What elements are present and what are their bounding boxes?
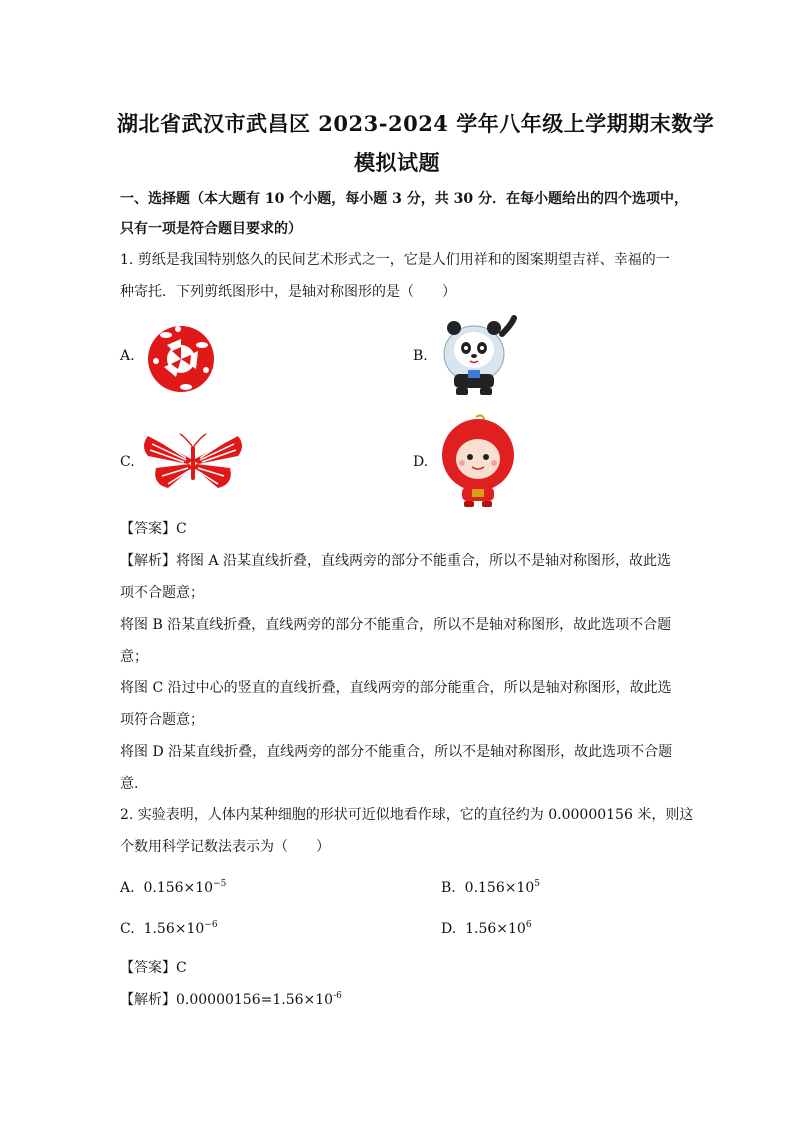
- q1-analysis-line1: 【解析】将图 A 沿某直线折叠，直线两旁的部分不能重合，所以不是轴对称图形，故此选: [120, 553, 672, 569]
- q2-option-a: [120, 880, 226, 896]
- q2-option-b: [441, 880, 540, 896]
- q1-analysis-line8: 意.: [120, 776, 139, 792]
- panda-mascot-icon: [432, 314, 522, 396]
- q2-analysis-exp: -6: [333, 991, 342, 1001]
- q2-option-d: [441, 921, 532, 937]
- q1-analysis-line5: 将图 C 沿过中心的竖直的直线折叠，直线两旁的部分能重合，所以是轴对称图形，故此选: [120, 680, 672, 696]
- q2-answer: 【答案】C: [120, 960, 187, 976]
- q1-option-b-label: B.: [413, 348, 428, 364]
- q2-analysis: [120, 989, 342, 1009]
- q2-option-a-label: A.: [120, 880, 135, 896]
- rabbit-papercut-icon: [136, 315, 226, 400]
- butterfly-papercut-icon: [138, 432, 248, 492]
- q2-option-a-base: 0.156×10: [143, 880, 214, 896]
- q2-analysis-base: 【解析】0.00000156=1.56×10: [120, 992, 334, 1008]
- q1-analysis-line7: 将图 D 沿某直线折叠，直线两旁的部分不能重合，所以不是轴对称图形，故此选项不合题: [120, 744, 673, 760]
- q1-analysis-line2: 项不合题意；: [120, 585, 204, 601]
- q2-option-d-label: D.: [441, 921, 457, 937]
- page-title-line2: 模拟试题: [354, 150, 440, 175]
- q1-answer: 【答案】C: [120, 521, 187, 537]
- q1-option-a-label: A.: [120, 348, 135, 364]
- page-title-line1: 湖北省武汉市武昌区 2023-2024 学年八年级上学期期末数学: [117, 111, 715, 136]
- q2-option-c: [120, 921, 218, 937]
- q1-option-c-label: C.: [120, 454, 135, 470]
- q1-analysis-line4: 意；: [120, 649, 148, 665]
- q1-stem-line2: 种寄托．下列剪纸图形中，是轴对称图形的是（ ）: [120, 284, 456, 300]
- q2-option-c-label: C.: [120, 921, 135, 937]
- q1-option-d-label: D.: [413, 454, 429, 470]
- q2-option-b-base: 0.156×10: [464, 880, 535, 896]
- q1-analysis-line3: 将图 B 沿某直线折叠，直线两旁的部分不能重合，所以不是轴对称图形，故此选项不合题: [120, 617, 672, 633]
- q2-option-b-label: B.: [441, 880, 456, 896]
- section-heading-line2: 只有一项是符合题目要求的）: [120, 221, 302, 237]
- q1-analysis-line6: 项符合题意；: [120, 712, 204, 728]
- q2-option-d-base: 1.56×10: [465, 921, 526, 937]
- q2-option-d-exp: 6: [525, 920, 532, 930]
- q1-stem-line1: 1. 剪纸是我国特别悠久的民间艺术形式之一，它是人们用祥和的图案期望吉祥、幸福的一: [120, 252, 670, 268]
- q2-option-c-exp: −6: [204, 920, 218, 930]
- q2-option-a-exp: −5: [213, 879, 227, 889]
- q2-option-b-exp: 5: [534, 879, 541, 889]
- q2-stem-line2: 个数用科学记数法表示为（ ）: [120, 839, 330, 855]
- section-heading-line1: 一、选择题（本大题有 10 个小题，每小题 3 分，共 30 分．在每小题给出的四个选项中，: [120, 191, 688, 207]
- q2-stem-line1: 2. 实验表明，人体内某种细胞的形状可近似地看作球，它的直径约为 0.00000156 米，则这: [120, 807, 694, 823]
- lantern-mascot-icon: [432, 413, 522, 509]
- q2-option-c-base: 1.56×10: [143, 921, 205, 937]
